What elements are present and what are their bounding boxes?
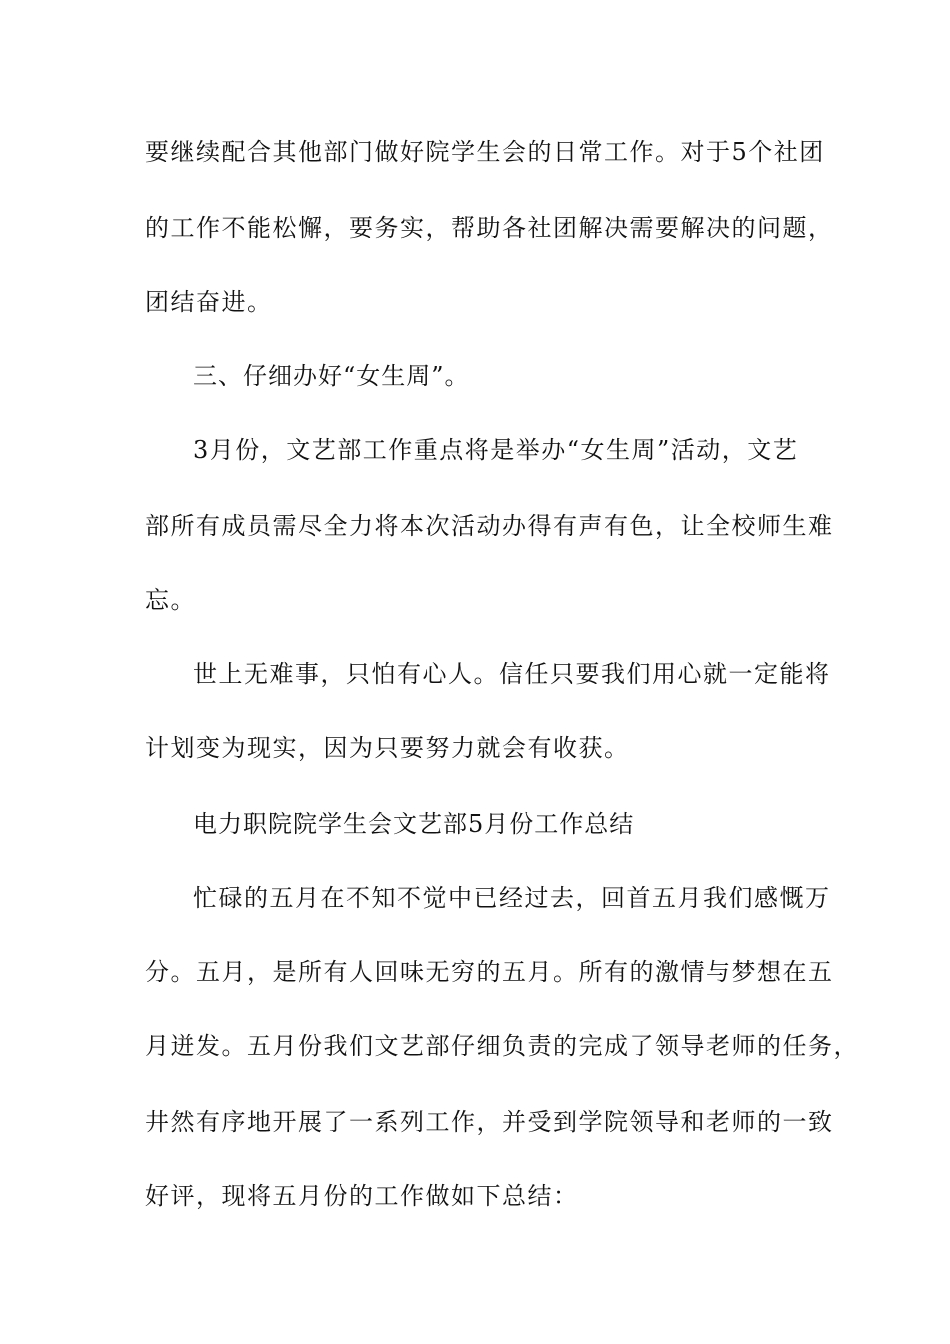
paragraph-line: 井然有序地开展了一系列工作，并受到学院领导和老师的一致 (145, 1108, 834, 1136)
paragraph-line: 月迸发。五月份我们文艺部仔细负责的完成了领导老师的任务， (145, 1032, 859, 1060)
paragraph-line: 部所有成员需尽全力将本次活动办得有声有色，让全校师生难 (145, 512, 834, 540)
document-title: 电力职院院学生会文艺部5月份工作总结 (193, 810, 635, 838)
paragraph-line: 计划变为现实，因为只要努力就会有收获。 (145, 734, 630, 762)
paragraph-line: 团结奋进。 (145, 288, 273, 316)
paragraph-line: 忙碌的五月在不知不觉中已经过去，回首五月我们感慨万 (193, 884, 831, 912)
paragraph-line: 3月份，文艺部工作重点将是举办“女生周”活动，文艺 (193, 436, 799, 464)
paragraph-line: 好评，现将五月份的工作做如下总结： (145, 1182, 579, 1210)
paragraph-line: 分。五月，是所有人回味无穷的五月。所有的激情与梦想在五 (145, 958, 834, 986)
paragraph-line: 的工作不能松懈，要务实，帮助各社团解决需要解决的问题， (145, 214, 834, 242)
paragraph-line: 要继续配合其他部门做好院学生会的日常工作。对于5个社团 (145, 138, 825, 166)
paragraph-line: 忘。 (145, 586, 196, 614)
paragraph-line: 世上无难事，只怕有心人。信任只要我们用心就一定能将 (193, 660, 831, 688)
section-heading: 三、仔细办好“女生周”。 (193, 362, 470, 390)
